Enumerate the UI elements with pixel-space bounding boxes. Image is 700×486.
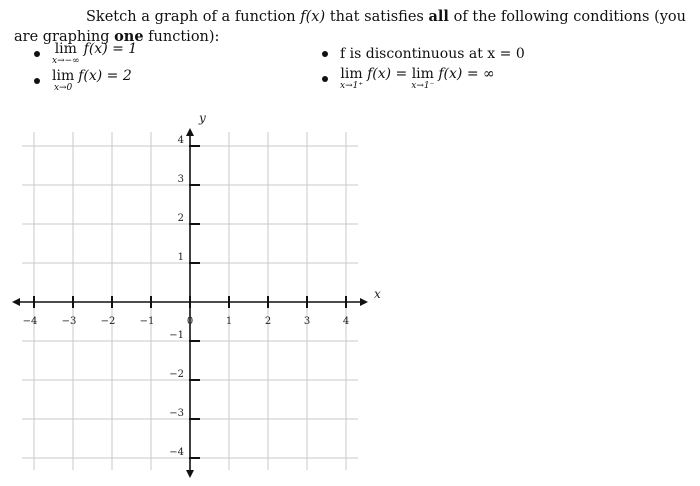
y-tick-label: 2 <box>177 213 184 224</box>
y-tick-label: 3 <box>177 174 184 185</box>
condition-limit-at-one: lim x→1⁺ f(x) = lim x→1⁻ f(x) = ∞ <box>322 67 495 91</box>
x-tick-label: −2 <box>100 316 116 327</box>
x-tick-label: −1 <box>139 316 155 327</box>
x-axis-label: x <box>374 287 381 301</box>
y-tick-label: −3 <box>169 408 184 419</box>
y-axis-arrow-up-icon <box>186 128 194 136</box>
condition-limit-at-zero: lim x→0 f(x) = 2 <box>34 69 132 93</box>
x-tick-label: 0 <box>186 316 194 327</box>
y-tick-label: 4 <box>177 135 184 146</box>
x-tick-label: 2 <box>264 316 272 327</box>
y-tick-label: −1 <box>169 330 184 341</box>
y-tick-label: −4 <box>169 447 184 458</box>
y-tick-label: −2 <box>169 369 184 380</box>
x-axis-arrow-left-icon <box>12 298 20 306</box>
x-tick-label: −3 <box>61 316 77 327</box>
y-axis-arrow-down-icon <box>186 470 194 478</box>
condition-discontinuous: f is discontinuous at x = 0 <box>322 45 525 63</box>
x-tick-label: −4 <box>22 316 38 327</box>
y-tick-label: 1 <box>177 252 184 263</box>
condition-limit-neg-infinity: lim x→−∞ f(x) = 1 <box>34 42 137 66</box>
x-tick-label: 4 <box>342 316 350 327</box>
x-tick-label: 3 <box>303 316 311 327</box>
x-axis-arrow-right-icon <box>360 298 368 306</box>
y-axis-label: y <box>199 111 206 125</box>
problem-prompt: Sketch a graph of a function f(x) that satisfies all of the following conditions (you are graphing one function): <box>14 8 686 45</box>
x-tick-label: 1 <box>225 316 233 327</box>
